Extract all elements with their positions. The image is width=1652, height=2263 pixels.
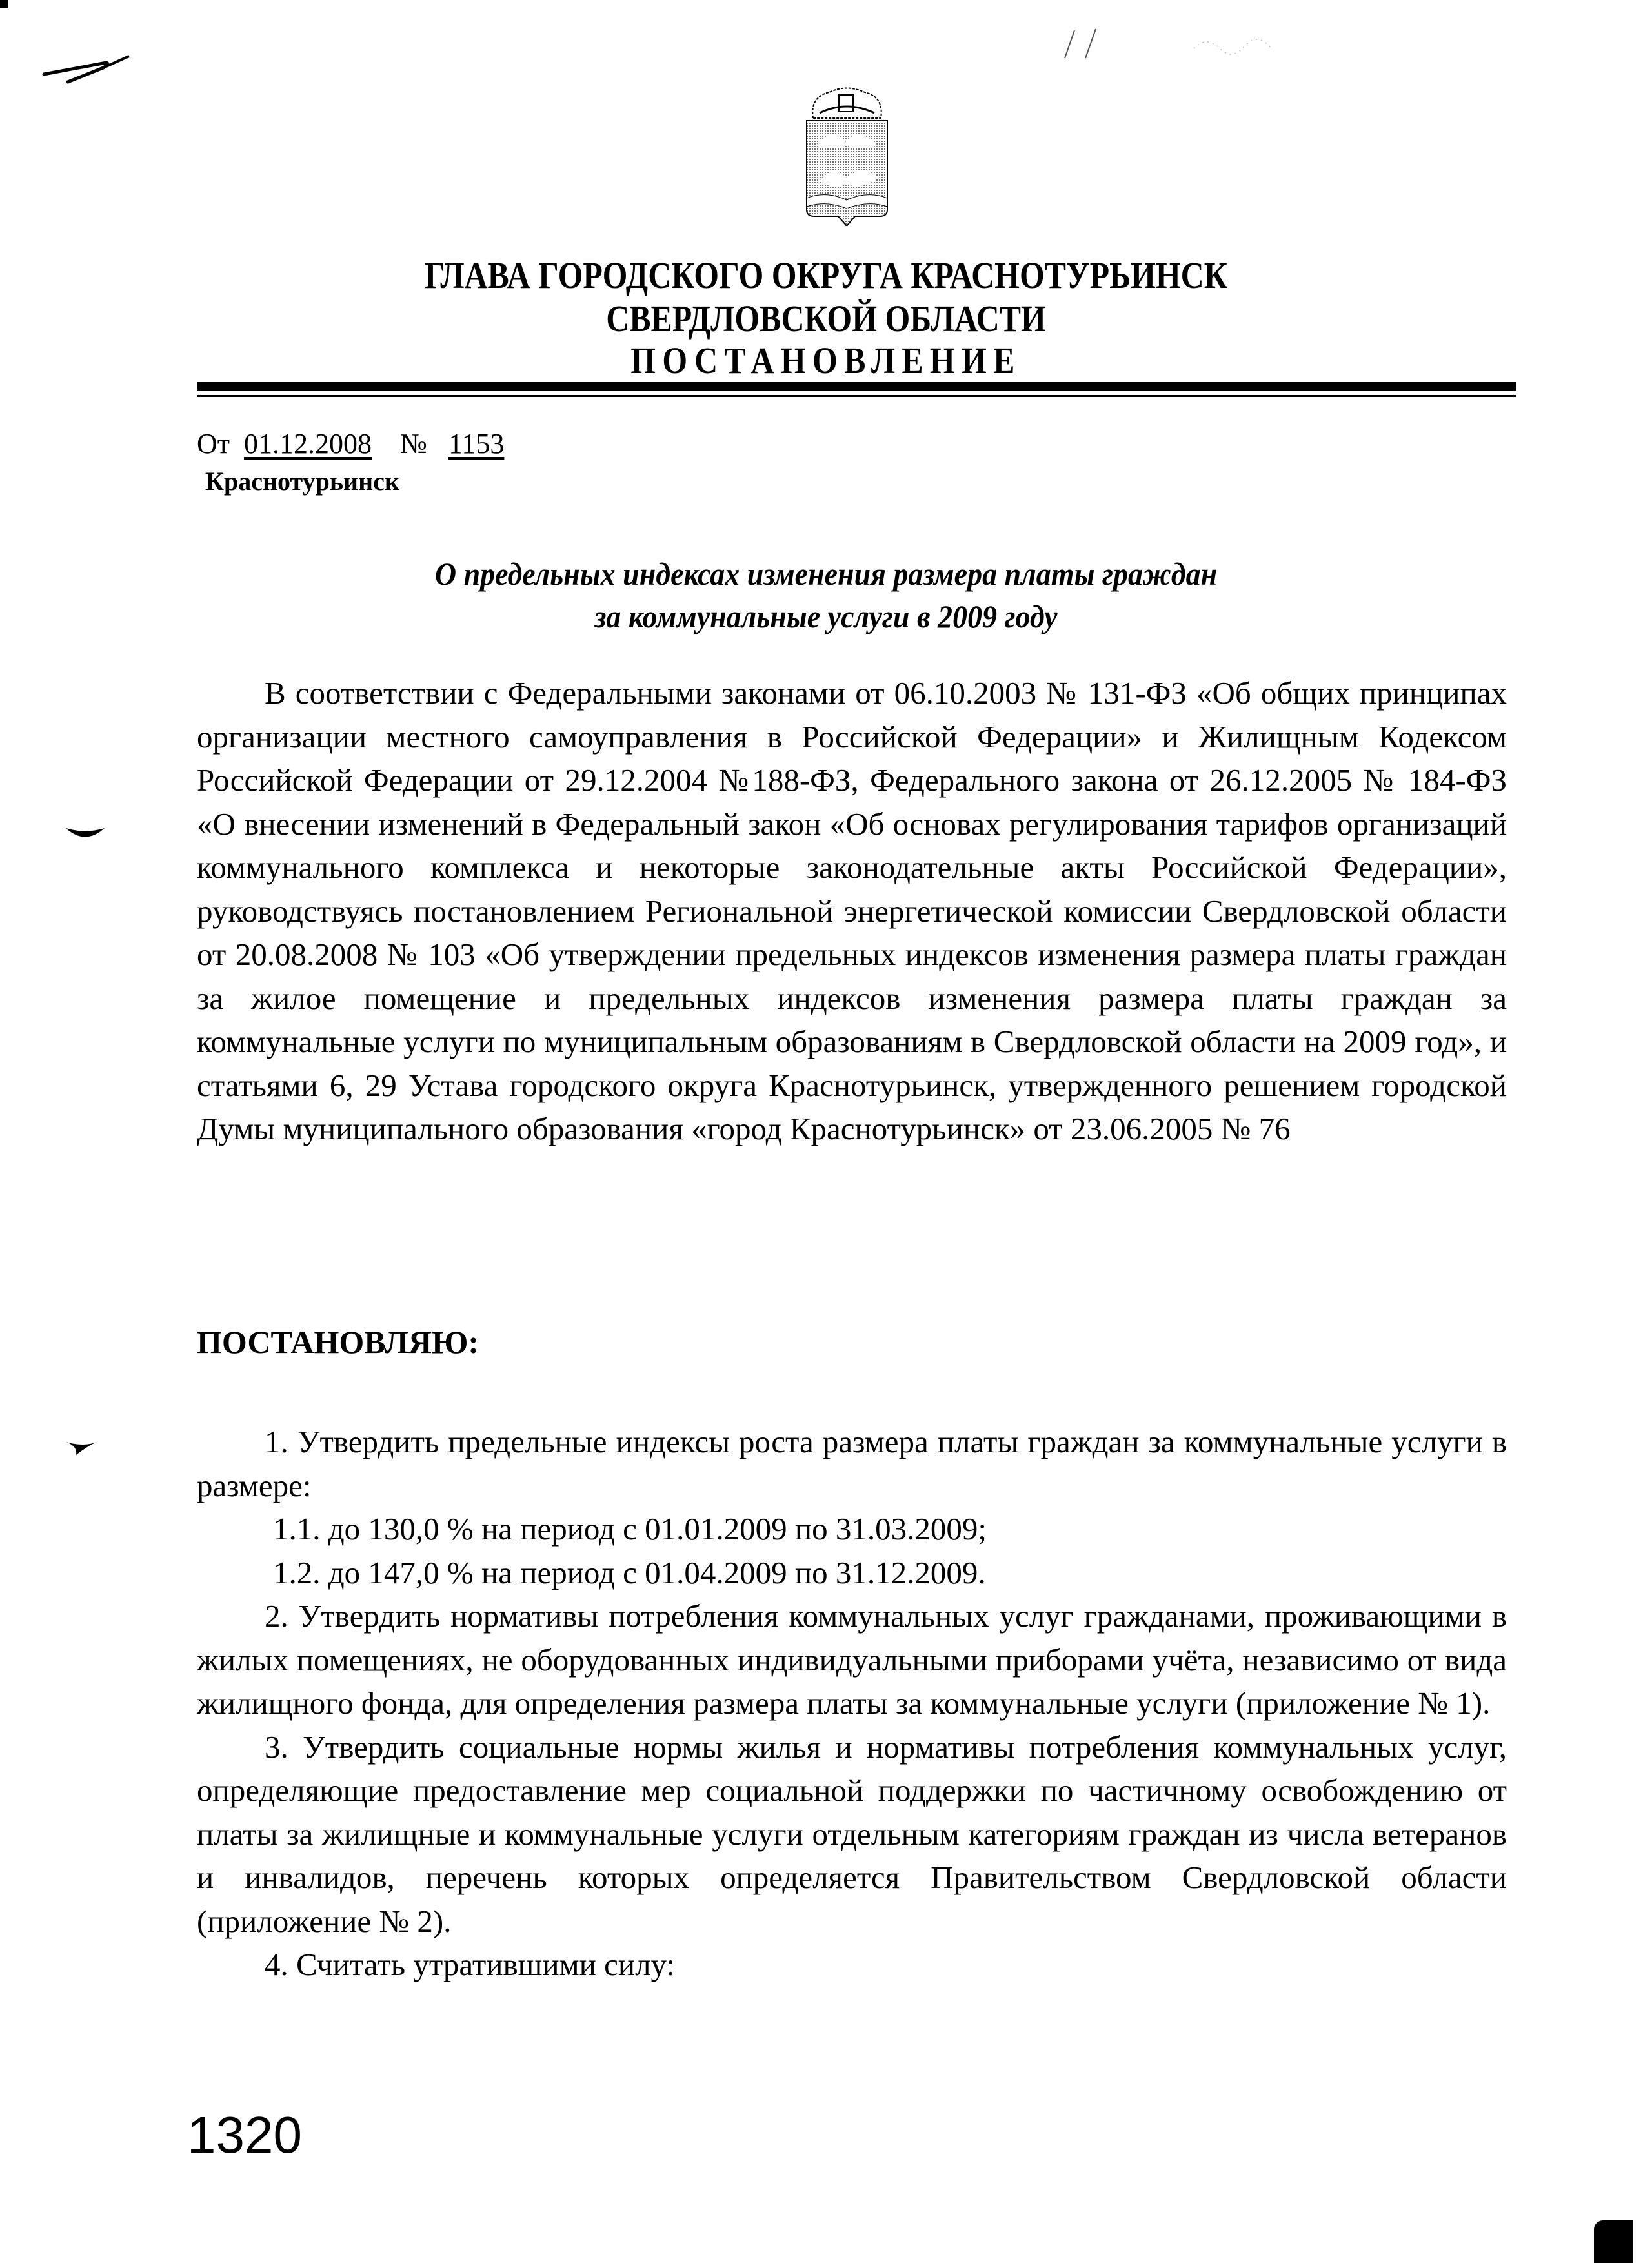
issuer-title: ГЛАВА ГОРОДСКОГО ОКРУГА КРАСНОТУРЬИНСК — [425, 254, 1227, 296]
header-divider-thin — [197, 395, 1516, 397]
left-margin-mark — [65, 826, 106, 842]
decree-item-2: 2. Утвердить нормативы потребления коммунальных услуг гражданами, проживающими в жилых помещениях, не оборудованных индивидуальными приборами учёта, независимо от вида жилищного фонда, для определения размера платы за коммунальные услуги (приложение № 1). — [197, 1598, 1507, 1721]
date-number-line — [197, 427, 504, 460]
document-title-line2: за коммунальные услуги в 2009 году — [594, 598, 1058, 634]
city-name: Краснотурьинск — [205, 467, 399, 496]
number-label: № — [400, 428, 427, 460]
header-divider — [197, 382, 1516, 391]
decree-item-1-1: 1.1. до 130,0 % на период с 01.01.2009 по 31.03.2009; — [273, 1511, 987, 1547]
document-number: 1153 — [448, 428, 505, 460]
handwritten-check-mark-icon — [39, 48, 142, 87]
from-label: От — [197, 428, 230, 460]
decree-heading: ПОСТАНОВЛЯЮ: — [197, 1324, 479, 1360]
decree-item-1-2: 1.2. до 147,0 % на период с 01.04.2009 по 31.12.2009. — [273, 1554, 986, 1590]
document-title-line1: О предельных индексах изменения размера платы граждан — [434, 556, 1218, 592]
issuer-region: СВЕРДЛОВСКОЙ ОБЛАСТИ — [606, 298, 1046, 340]
left-margin-mark — [65, 1441, 106, 1457]
scan-corner-mark — [0, 0, 8, 8]
decree-item-1: 1. Утвердить предельные индексы роста размера платы граждан за коммунальные услуги в размере: — [197, 1424, 1507, 1503]
page-number: 1320 — [187, 2106, 302, 2164]
coat-of-arms-icon — [803, 81, 891, 226]
decree-item-3: 3. Утвердить социальные нормы жилья и нормативы потребления коммунальных услуг, определяющие предоставление мер социальной поддержки по частичному освобождению от платы за жилищные и коммунальные услуги отдельным категориям граждан из числа ветеранов и инвалидов, перечень которых определяется Правительством Свердловской области (приложение № 2). — [197, 1729, 1507, 1939]
document-type: ПОСТАНОВЛЕНИЕ — [630, 340, 1022, 381]
decree-item-4: 4. Считать утратившими силу: — [265, 1947, 675, 1982]
scan-corner-mark — [1594, 2220, 1633, 2263]
document-date: 01.12.2008 — [244, 428, 372, 460]
preamble-paragraph: В соответствии с Федеральными законами от 06.10.2003 № 131-ФЗ «Об общих принципах организации местного самоуправления в Российской Федерации» и Жилищным Кодексом Российской Федерации от 29.12.2004 №188-ФЗ, Федерального закона от 26.12.2005 № 184-ФЗ «О внесении изменений в Федеральный закон «Об основах регулирования тарифов организаций коммунального комплекса и некоторые законодательные акты Российской Федерации», руководствуясь постановлением Региональной энергетической комиссии Свердловской области от 20.08.2008 № 103 «Об утверждении предельных индексов изменения размера платы граждан за жилое помещение и предельных индексов изменения размера платы граждан за коммунальные услуги по муниципальным образованиям в Свердловской области на 2009 год», и статьями 6, 29 Устава городского округа Краснотурьинск, утвержденного решением городской Думы муниципального образования «город Краснотурьинск» от 23.06.2005 № 76 — [197, 675, 1507, 1146]
decree-items — [197, 1420, 1507, 1987]
faint-handwritten-note — [1052, 23, 1413, 61]
